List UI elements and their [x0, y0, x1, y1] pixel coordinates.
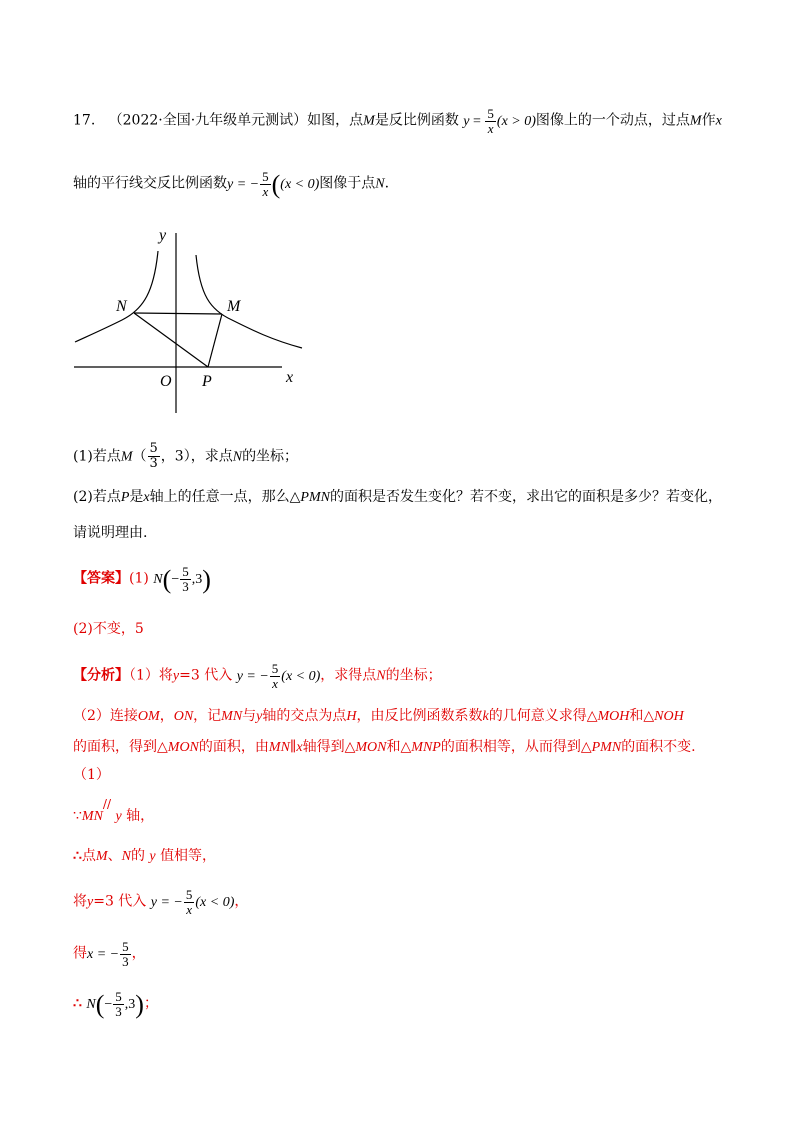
analysis-line-1: 【分析】（1）将y=3 代入 y = − $\frac{5}{x}$ (x < 0)，求得点N的坐标； [73, 661, 442, 691]
question-2: (2)若点P是x轴上的任意一点，那么△PMN的面积是否发生变化？若不变，求出它的面积是多少？若变化， [73, 489, 722, 505]
analysis-label: 【分析】 [73, 667, 129, 684]
label-N: N [116, 298, 127, 315]
answer-label: 【答案】 [73, 570, 129, 587]
function-2: y = − $\frac{5}{x}$ ((x < 0) [227, 169, 320, 199]
segment-NP [134, 313, 208, 367]
solution-line-5: ∴ N(− $\frac{5}{3}$ ,3)； [73, 989, 158, 1019]
solution-line-2: ∴点M、N的 y 值相等， [73, 848, 217, 864]
analysis-line-2: （2）连接OM，ON，记MN与y轴的交点为点H，由反比例函数系数k的几何意义求得△MOH和△NOH [73, 708, 684, 724]
label-M: M [227, 298, 241, 315]
problem-line-1: 17. （2022·全国·九年级单元测试）如图，点M是反比例函数 y = $\frac{5}{x}$ (x > 0)图像上的一个动点，过点M作x [73, 106, 722, 136]
question-1: (1)若点M（ $\frac{5}{3}$ ，3），求点N的坐标； [73, 441, 299, 471]
label-P: P [202, 373, 212, 390]
solution-line-4: 得x = − $\frac{5}{3}$ ， [73, 939, 146, 969]
answer-line-2: (2)不变，5 [73, 621, 144, 637]
analysis-line-3: 的面积，得到△MON的面积，由MN∥x轴得到△MON和△MNP的面积相等，从而得到△PMN的面积不变. [73, 739, 696, 755]
hyperbola-figure [72, 225, 312, 420]
analysis-line-4: （1） [73, 767, 110, 783]
answer-line-1: 【答案】(1) N(− $\frac{5}{3}$ ,3) [73, 564, 211, 594]
segment-MN [134, 313, 222, 314]
segment-MP [208, 314, 222, 367]
left-hyperbola-branch [75, 251, 158, 342]
question-2-cont: 请说明理由. [73, 525, 148, 541]
solution-line-1: ∵MN// y 轴， [73, 797, 155, 824]
problem-source: （2022·全国·九年级单元测试） [108, 112, 308, 129]
label-y: y [159, 227, 167, 244]
solution-line-3: 将y=3 代入 y = − $\frac{5}{x}$ (x < 0)， [73, 887, 249, 917]
problem-line-2: 轴的平行线交反比例函数y = − $\frac{5}{x}$ ((x < 0)图像于点N. [73, 169, 390, 199]
answer-1-value: N(− $\frac{5}{3}$ ,3) [153, 564, 211, 594]
function-1: y = $\frac{5}{x}$ (x > 0) [463, 106, 536, 136]
problem-number: 17. [73, 112, 96, 129]
label-O: O [160, 373, 172, 390]
label-x: x [286, 369, 294, 386]
right-hyperbola-branch [196, 255, 302, 348]
